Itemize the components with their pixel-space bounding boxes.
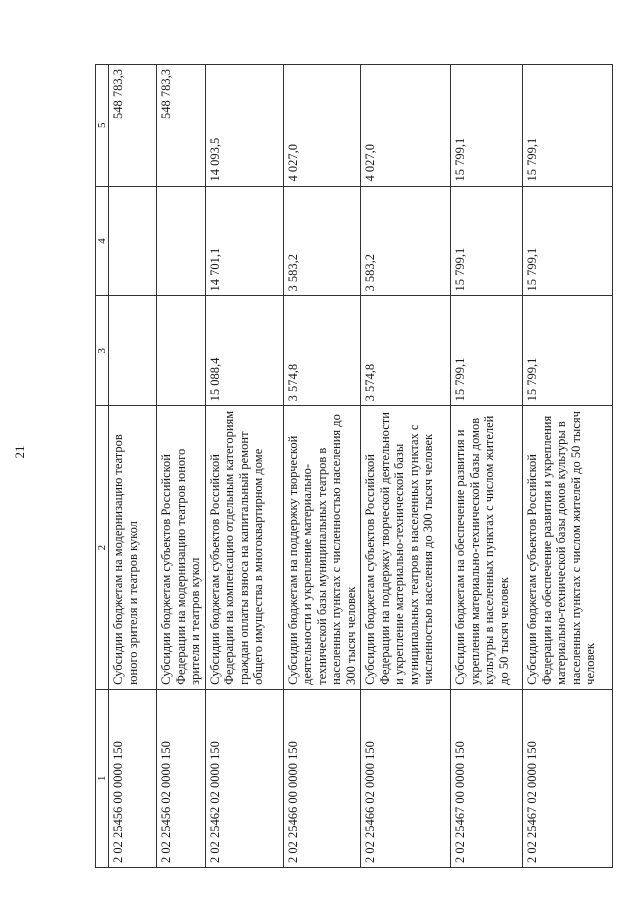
budget-table: [95, 64, 613, 868]
value-col5: 4 027,0: [361, 65, 451, 187]
value-col3: 3 574,8: [283, 296, 361, 406]
value-col4: 3 583,2: [283, 186, 361, 296]
budget-item-name: Субсидии бюджетам субъектов Российской Федерации на модернизацию театров юного зрителя и театров кукол: [157, 406, 206, 689]
column-header-4: 4: [96, 186, 109, 296]
budget-code: 2 02 25467 00 0000 150: [451, 689, 523, 867]
value-col4: 15 799,1: [451, 186, 523, 296]
table-row: [361, 65, 451, 868]
column-header-5: 5: [96, 65, 109, 187]
value-col3: 15 799,1: [451, 296, 523, 406]
table-row: [451, 65, 523, 868]
table-row: [283, 65, 361, 868]
value-col5: 15 799,1: [523, 65, 613, 187]
budget-item-name: Субсидии бюджетам субъектов Российской Федерации на компенсацию отдельным категориям граждан оплаты взноса на капитальный ремонт общего имущества в многоквартирном доме: [205, 406, 283, 689]
value-col5: 15 799,1: [451, 65, 523, 187]
budget-item-name: Субсидии бюджетам на модернизацию театров юного зрителя и театров кукол: [109, 406, 157, 689]
value-col4: [109, 186, 157, 296]
table-row: [205, 65, 283, 868]
column-header-2: 2: [96, 406, 109, 689]
value-col3: 15 088,4: [205, 296, 283, 406]
table-row: [523, 65, 613, 868]
table-row: [109, 65, 157, 868]
budget-item-name: Субсидии бюджетам субъектов Российской Федерации на обеспечение развития и укрепления материально-технической базы домов культуры в населенных пунктах с числом жителей до 50 тысяч человек: [523, 406, 613, 689]
value-col3: [109, 296, 157, 406]
budget-item-name: Субсидии бюджетам на поддержку творческой деятельности и укрепление материально-технической базы муниципальных театров в населенных пунктах с численностью населения до 300 тысяч человек: [283, 406, 361, 689]
page-number: 21: [12, 445, 27, 459]
column-header-1: 1: [96, 689, 109, 867]
value-col5: 548 783,3: [109, 65, 157, 187]
column-header-3: 3: [96, 296, 109, 406]
budget-item-name: Субсидии бюджетам на обеспечение развития и укрепления материально-технической базы домов культуры в населенных пунктах с числом жителей до 50 тысяч человек: [451, 406, 523, 689]
value-col3: 15 799,1: [523, 296, 613, 406]
value-col5: 4 027,0: [283, 65, 361, 187]
table-header-row: [96, 65, 109, 868]
value-col3: 3 574,8: [361, 296, 451, 406]
budget-code: 2 02 25467 02 0000 150: [523, 689, 613, 867]
budget-code: 2 02 25466 00 0000 150: [283, 689, 361, 867]
value-col4: 14 701,1: [205, 186, 283, 296]
budget-code: 2 02 25456 02 0000 150: [157, 689, 206, 867]
budget-code: 2 02 25466 02 0000 150: [361, 689, 451, 867]
value-col4: [157, 186, 206, 296]
value-col4: 15 799,1: [523, 186, 613, 296]
value-col5: 14 093,5: [205, 65, 283, 187]
budget-table-container: [95, 64, 637, 868]
budget-code: 2 02 25456 00 0000 150: [109, 689, 157, 867]
value-col4: 3 583,2: [361, 186, 451, 296]
value-col3: [157, 296, 206, 406]
budget-code: 2 02 25462 02 0000 150: [205, 689, 283, 867]
table-row: [157, 65, 206, 868]
budget-item-name: Субсидии бюджетам субъектов Российской Федерации на поддержку творческой деятельности и укрепление материально-технической базы муниципальных театров в населенных пунктах с численностью населения до 300 тысяч человек: [361, 406, 451, 689]
value-col5: 548 783,3: [157, 65, 206, 187]
